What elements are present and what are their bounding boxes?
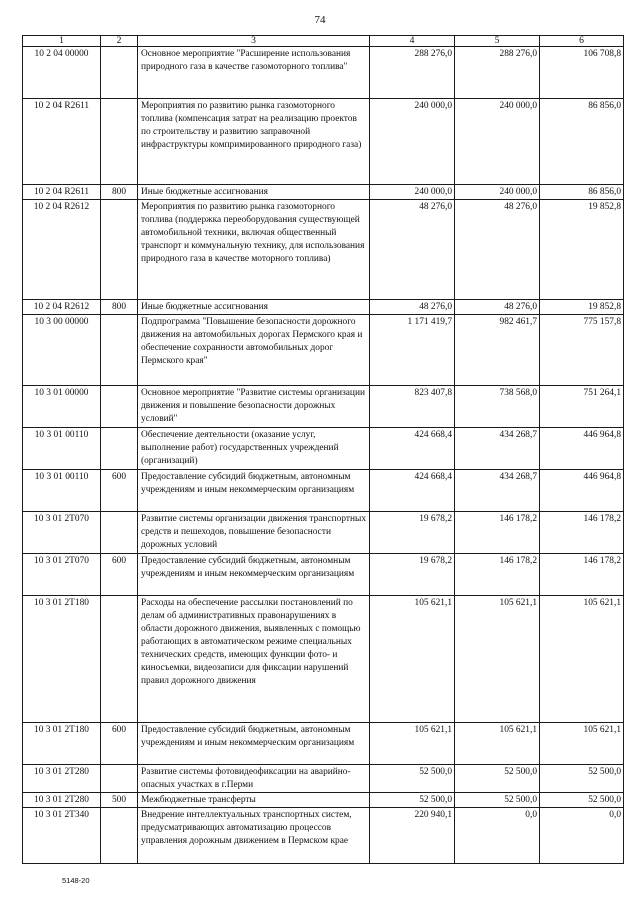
row-amount-2: 52 500,0 (455, 765, 540, 793)
row-amount-2: 738 568,0 (455, 386, 540, 428)
row-amount-2: 240 000,0 (455, 185, 540, 200)
row-code: 10 3 01 00110 (23, 428, 101, 470)
row-amount-2: 434 268,7 (455, 428, 540, 470)
row-name: Иные бюджетные ассигнования (138, 185, 370, 200)
table-row (23, 200, 624, 300)
row-amount-1: 220 940,1 (370, 808, 455, 864)
row-amount-2: 105 621,1 (455, 596, 540, 723)
row-amount-2: 48 276,0 (455, 200, 540, 300)
row-expense-type (101, 99, 138, 185)
row-name: Мероприятия по развитию рынка газомоторного топлива (компенсация затрат на реализацию проектов по строительству и развитию заправочной инфраструктуры компримированного природного газа) (138, 99, 370, 185)
row-code: 10 3 01 2Т280 (23, 793, 101, 808)
row-amount-1: 1 171 419,7 (370, 315, 455, 386)
row-name: Подпрограмма "Повышение безопасности дорожного движения на автомобильных дорогах Пермского края и обеспечение сохранности автомобильных дорог Пермского края" (138, 315, 370, 386)
header-col-1: 1 (23, 36, 101, 47)
row-expense-type (101, 765, 138, 793)
row-name: Предоставление субсидий бюджетным, автономным учреждениям и иным некоммерческим организациям (138, 470, 370, 512)
row-name: Обеспечение деятельности (оказание услуг, выполнение работ) государственных учреждений (организаций) (138, 428, 370, 470)
header-row (23, 36, 624, 47)
table-row (23, 47, 624, 99)
row-amount-3: 86 856,0 (540, 185, 624, 200)
header-col-2: 2 (101, 36, 138, 47)
row-code: 10 3 01 00000 (23, 386, 101, 428)
row-code: 10 3 01 00110 (23, 470, 101, 512)
table-row (23, 99, 624, 185)
row-name: Предоставление субсидий бюджетным, автономным учреждениям и иным некоммерческим организациям (138, 554, 370, 596)
row-amount-1: 823 407,8 (370, 386, 455, 428)
row-name: Расходы на обеспечение рассылки постановлений по делам об административных правонарушениях в области дорожного движения, выявленных с помощью работающих в автоматическом режиме специальных технических средств, имеющих функции фото- и киносъемки, видеозаписи для фиксации нарушений правил дорожного движения (138, 596, 370, 723)
row-expense-type (101, 315, 138, 386)
row-amount-3: 751 264,1 (540, 386, 624, 428)
row-amount-3: 775 157,8 (540, 315, 624, 386)
row-amount-1: 424 668,4 (370, 470, 455, 512)
row-name: Развитие системы организации движения транспортных средств и пешеходов, повышение безопасности дорожных условий (138, 512, 370, 554)
row-amount-1: 19 678,2 (370, 512, 455, 554)
row-code: 10 2 04 R2612 (23, 200, 101, 300)
row-expense-type (101, 428, 138, 470)
row-expense-type (101, 200, 138, 300)
row-amount-2: 105 621,1 (455, 723, 540, 765)
table-row (23, 765, 624, 793)
row-amount-2: 434 268,7 (455, 470, 540, 512)
row-expense-type: 600 (101, 470, 138, 512)
row-amount-1: 288 276,0 (370, 47, 455, 99)
table-row (23, 315, 624, 386)
row-code: 10 2 04 R2611 (23, 99, 101, 185)
document-code: 5148-20 (62, 876, 90, 885)
row-amount-2: 48 276,0 (455, 300, 540, 315)
row-name: Предоставление субсидий бюджетным, автономным учреждениям и иным некоммерческим организациям (138, 723, 370, 765)
header-col-4: 4 (370, 36, 455, 47)
row-expense-type: 500 (101, 793, 138, 808)
row-expense-type: 800 (101, 185, 138, 200)
row-amount-3: 105 621,1 (540, 723, 624, 765)
row-amount-2: 146 178,2 (455, 512, 540, 554)
row-amount-1: 240 000,0 (370, 99, 455, 185)
row-code: 10 3 00 00000 (23, 315, 101, 386)
row-name: Иные бюджетные ассигнования (138, 300, 370, 315)
header-col-5: 5 (455, 36, 540, 47)
table-row (23, 512, 624, 554)
row-code: 10 3 01 2Т340 (23, 808, 101, 864)
row-name: Основное мероприятие "Расширение использования природного газа в качестве газомоторного топлива" (138, 47, 370, 99)
row-code: 10 2 04 R2612 (23, 300, 101, 315)
table-row (23, 386, 624, 428)
row-amount-1: 19 678,2 (370, 554, 455, 596)
row-expense-type (101, 386, 138, 428)
table-row (23, 470, 624, 512)
table-row (23, 723, 624, 765)
row-amount-3: 146 178,2 (540, 512, 624, 554)
row-amount-1: 52 500,0 (370, 793, 455, 808)
header-col-6: 6 (540, 36, 624, 47)
row-code: 10 3 01 2Т070 (23, 554, 101, 596)
row-expense-type: 600 (101, 554, 138, 596)
row-name: Внедрение интеллектуальных транспортных систем, предусматривающих автоматизацию процессов управления дорожным движением в Пермском крае (138, 808, 370, 864)
row-expense-type: 600 (101, 723, 138, 765)
table-row (23, 428, 624, 470)
header-col-3: 3 (138, 36, 370, 47)
table-row (23, 808, 624, 864)
row-amount-3: 446 964,8 (540, 428, 624, 470)
row-amount-3: 105 621,1 (540, 596, 624, 723)
row-amount-1: 105 621,1 (370, 596, 455, 723)
row-code: 10 2 04 R2611 (23, 185, 101, 200)
row-code: 10 3 01 2Т070 (23, 512, 101, 554)
row-name: Межбюджетные трансферты (138, 793, 370, 808)
row-amount-2: 0,0 (455, 808, 540, 864)
budget-table (22, 35, 624, 864)
row-amount-1: 424 668,4 (370, 428, 455, 470)
table-row (23, 596, 624, 723)
row-amount-2: 146 178,2 (455, 554, 540, 596)
row-code: 10 3 01 2Т180 (23, 596, 101, 723)
row-expense-type (101, 512, 138, 554)
table-row (23, 185, 624, 200)
row-amount-3: 19 852,8 (540, 200, 624, 300)
row-expense-type (101, 47, 138, 99)
row-name: Развитие системы фотовидеофиксации на аварийно-опасных участках в г.Перми (138, 765, 370, 793)
row-amount-3: 0,0 (540, 808, 624, 864)
row-name: Основное мероприятие "Развитие системы организации движения и повышение безопасности дорожных условий" (138, 386, 370, 428)
row-expense-type (101, 808, 138, 864)
row-amount-3: 52 500,0 (540, 793, 624, 808)
row-amount-1: 105 621,1 (370, 723, 455, 765)
row-code: 10 3 01 2Т280 (23, 765, 101, 793)
row-amount-3: 146 178,2 (540, 554, 624, 596)
row-amount-1: 240 000,0 (370, 185, 455, 200)
row-amount-2: 982 461,7 (455, 315, 540, 386)
table-row (23, 793, 624, 808)
row-amount-3: 106 708,8 (540, 47, 624, 99)
row-amount-2: 240 000,0 (455, 99, 540, 185)
row-expense-type: 800 (101, 300, 138, 315)
row-name: Мероприятия по развитию рынка газомоторного топлива (поддержка переоборудования существующей автомобильной техники, включая общественный транспорт и коммунальную технику, для использования природного газа в качестве моторного топлива) (138, 200, 370, 300)
row-amount-2: 52 500,0 (455, 793, 540, 808)
row-amount-1: 48 276,0 (370, 300, 455, 315)
row-expense-type (101, 596, 138, 723)
row-amount-3: 52 500,0 (540, 765, 624, 793)
row-amount-2: 288 276,0 (455, 47, 540, 99)
row-amount-3: 19 852,8 (540, 300, 624, 315)
row-amount-3: 446 964,8 (540, 470, 624, 512)
row-amount-1: 52 500,0 (370, 765, 455, 793)
row-amount-1: 48 276,0 (370, 200, 455, 300)
table-row (23, 300, 624, 315)
table-row (23, 554, 624, 596)
row-code: 10 3 01 2Т180 (23, 723, 101, 765)
page-number: 74 (314, 14, 326, 26)
row-code: 10 2 04 00000 (23, 47, 101, 99)
row-amount-3: 86 856,0 (540, 99, 624, 185)
